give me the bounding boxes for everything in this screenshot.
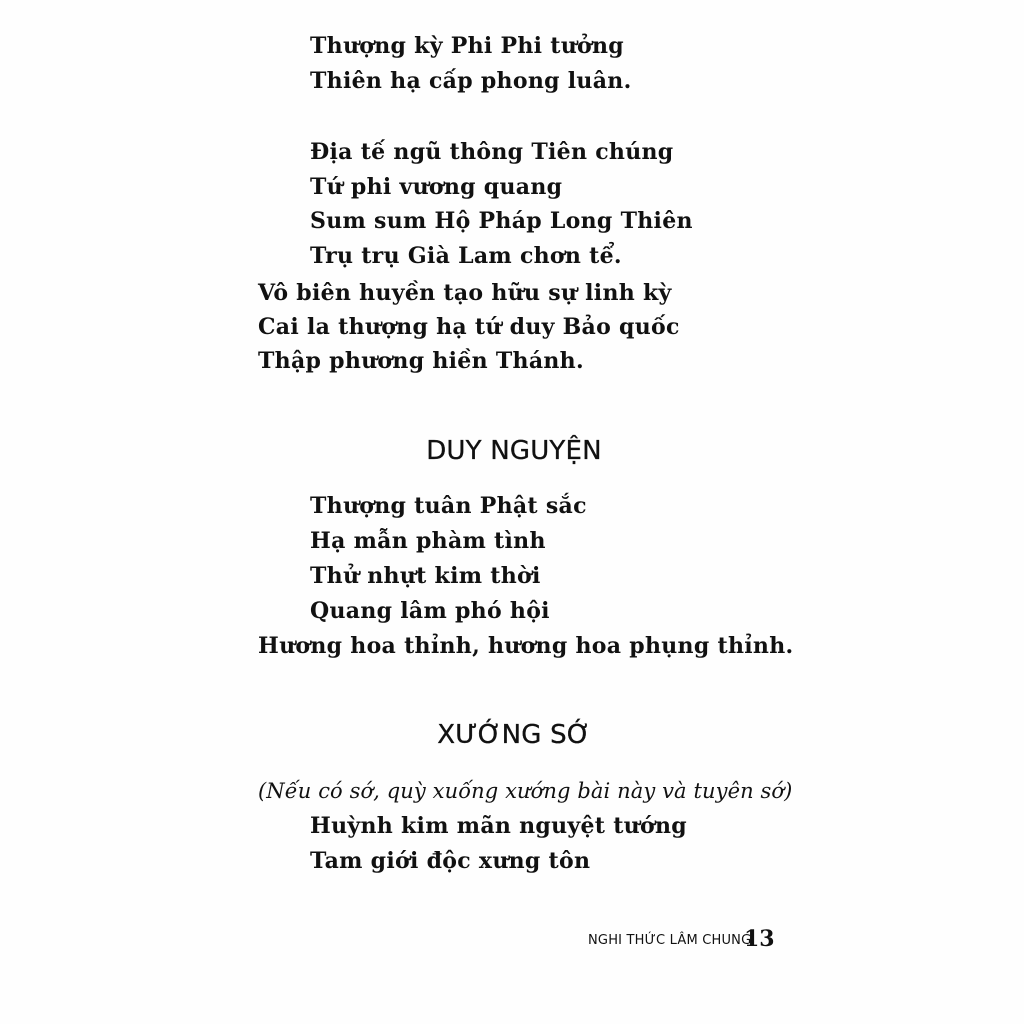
- verse-line: Tam giới độc xưng tôn: [310, 848, 591, 874]
- verse-line: Vô biên huyền tạo hữu sự linh kỳ: [258, 280, 672, 306]
- verse-line: Trụ trụ Già Lam chơn tể.: [310, 243, 622, 269]
- section-heading-duy-nguyen: DUY NGUYỆN: [426, 436, 602, 466]
- verse-line: Sum sum Hộ Pháp Long Thiên: [310, 208, 693, 234]
- section-heading-xuong-so: XƯỚNG SỚ: [437, 720, 591, 750]
- verse-line: Quang lâm phó hội: [310, 598, 550, 624]
- verse-line: Thượng tuân Phật sắc: [310, 493, 587, 519]
- verse-line: Thập phương hiền Thánh.: [258, 348, 584, 374]
- instruction-note: (Nếu có sớ, quỳ xuống xướng bài này và tuyên sớ): [258, 779, 793, 803]
- page-number: 13: [744, 926, 775, 952]
- verse-line: Thiên hạ cấp phong luân.: [310, 68, 632, 94]
- verse-line: Hương hoa thỉnh, hương hoa phụng thỉnh.: [258, 633, 794, 659]
- verse-line: Cai la thượng hạ tứ duy Bảo quốc: [258, 314, 680, 340]
- verse-line: Huỳnh kim mãn nguyệt tướng: [310, 813, 687, 839]
- verse-line: Tứ phi vương quang: [310, 174, 563, 200]
- running-footer-title: NGHI THỨC LÂM CHUNG: [588, 933, 752, 948]
- verse-line: Thượng kỳ Phi Phi tưởng: [310, 33, 624, 59]
- verse-line: Hạ mẫn phàm tình: [310, 528, 546, 554]
- verse-line: Địa tế ngũ thông Tiên chúng: [310, 139, 674, 165]
- verse-line: Thử nhựt kim thời: [310, 563, 541, 589]
